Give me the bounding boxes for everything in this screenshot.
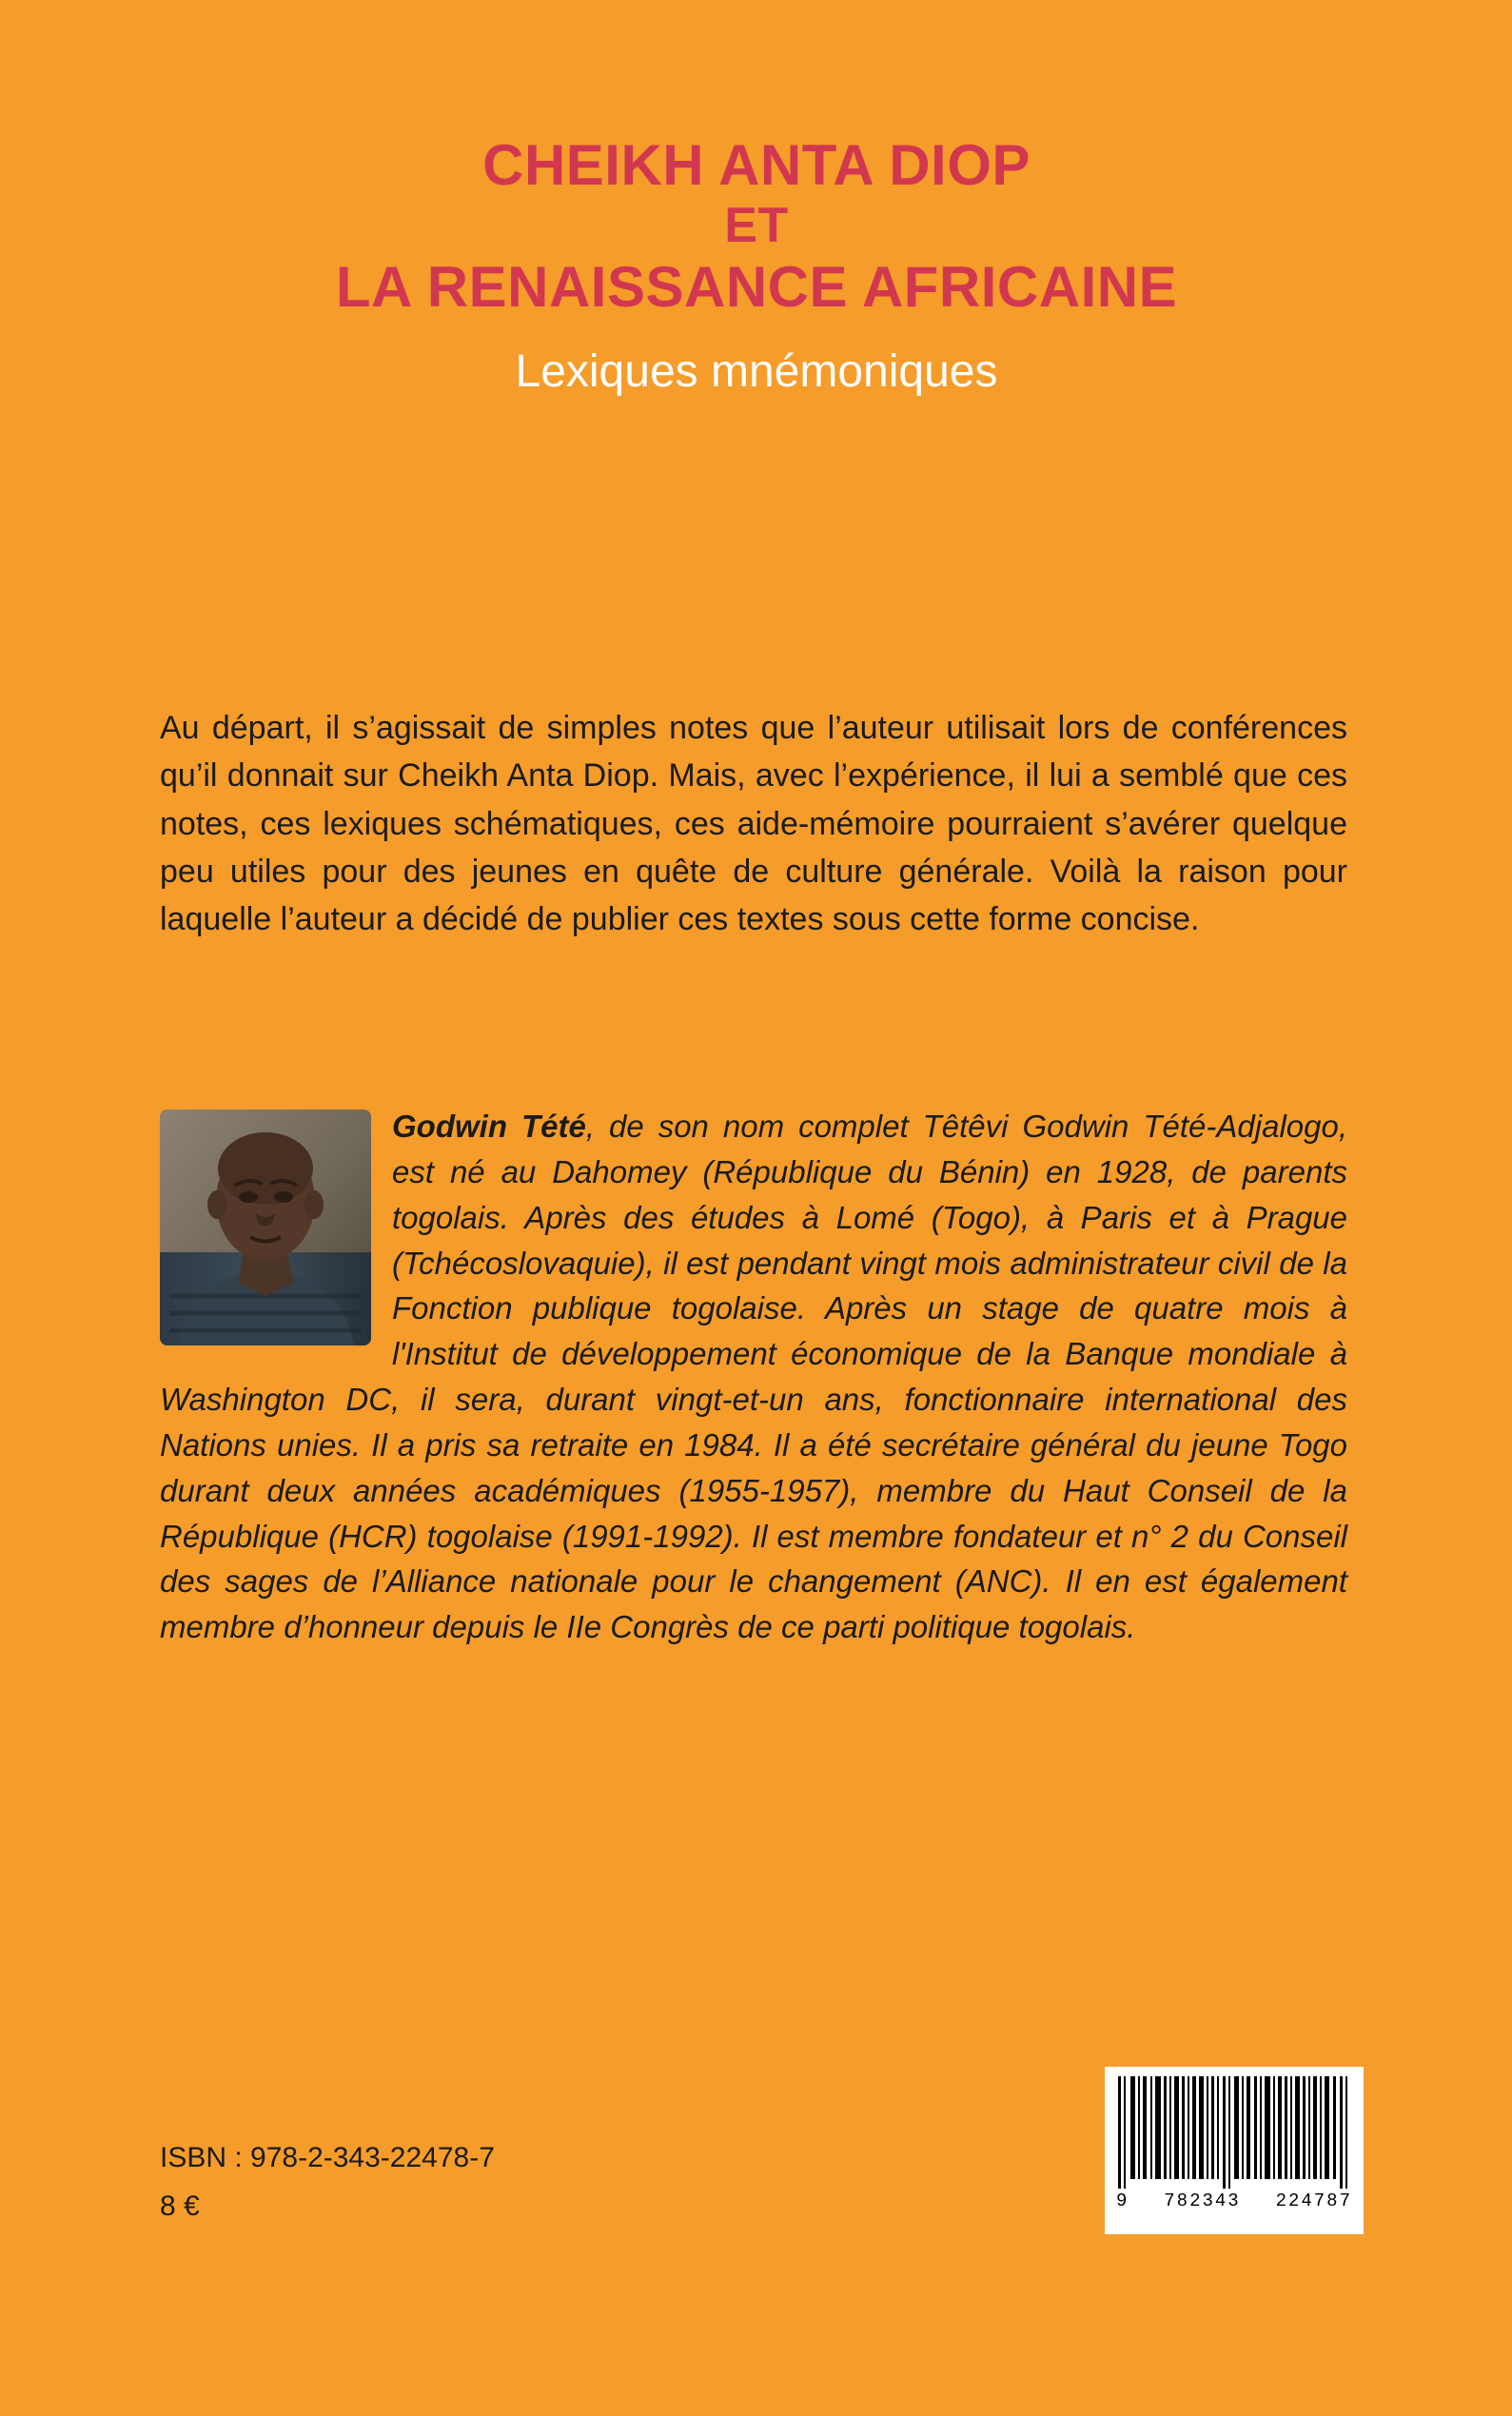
subtitle: Lexiques mnémoniques <box>515 346 998 398</box>
author-portrait <box>160 1110 371 1345</box>
title-line-3: LA RENAISSANCE AFRICAINE <box>335 254 1178 319</box>
author-bio <box>160 1104 1347 1650</box>
barcode-lead-digit: 9 <box>1116 2190 1128 2211</box>
title-line-2: ET <box>724 198 789 254</box>
title-block <box>152 133 1361 400</box>
isbn-block <box>160 2136 495 2229</box>
title-line-1: CHEIKH ANTA DIOP <box>482 133 1031 197</box>
author-bio-text: , de son nom complet Têtêvi Godwin Tété-Adjalogo, est né au Dahomey (République du Bénin) en 1928, de parents togolais. Après des études à Lomé (Togo), à Paris et à Prague (Tchécoslovaquie), il est pendant vingt mois administrateur civil de la Fonction publique togolaise. Après un stage de quatre mois à l'Institut de développement économique de la Banque mondiale à Washington DC, il sera, durant vingt-et-un ans, fonctionnaire international des Nations unies. Il a pris sa retraite en 1984. Il a été secrétaire général du jeune Togo durant deux années académiques (1955-1957), membre du Haut Conseil de la République (HCR) togolaise (1991-1992). Il est membre fondateur et n° 2 du Conseil des sages de l’Alliance nationale pour le changement (ANC). Il en est également membre d’honneur depuis le IIe Congrès de ce parti politique togolais. <box>160 1109 1347 1645</box>
barcode-bars <box>1114 2076 1354 2189</box>
blurb-text: Au départ, il s’agissait de simples notes que l’auteur utilisait lors de conférences qu’il donnait sur Cheikh Anta Diop. Mais, avec l’expérience, il lui a semblé que ces notes, ces lexiques schématiques, ces aide-mémoire pourraient s’avérer quelque peu utiles pour des jeunes en quête de culture générale. Voilà la raison pour laquelle l’auteur a décidé de publier ces textes sous cette forme concise. <box>160 710 1347 938</box>
barcode <box>1105 2067 1364 2234</box>
barcode-group-2: 224787 <box>1275 2190 1352 2211</box>
barcode-digits <box>1114 2189 1354 2211</box>
price-text: 8 € <box>160 2190 200 2222</box>
author-name: Godwin Tété <box>392 1109 586 1144</box>
barcode-group-1: 782343 <box>1164 2190 1241 2211</box>
portrait-image <box>160 1110 371 1345</box>
isbn-text: ISBN : 978-2-343-22478-7 <box>160 2142 495 2173</box>
